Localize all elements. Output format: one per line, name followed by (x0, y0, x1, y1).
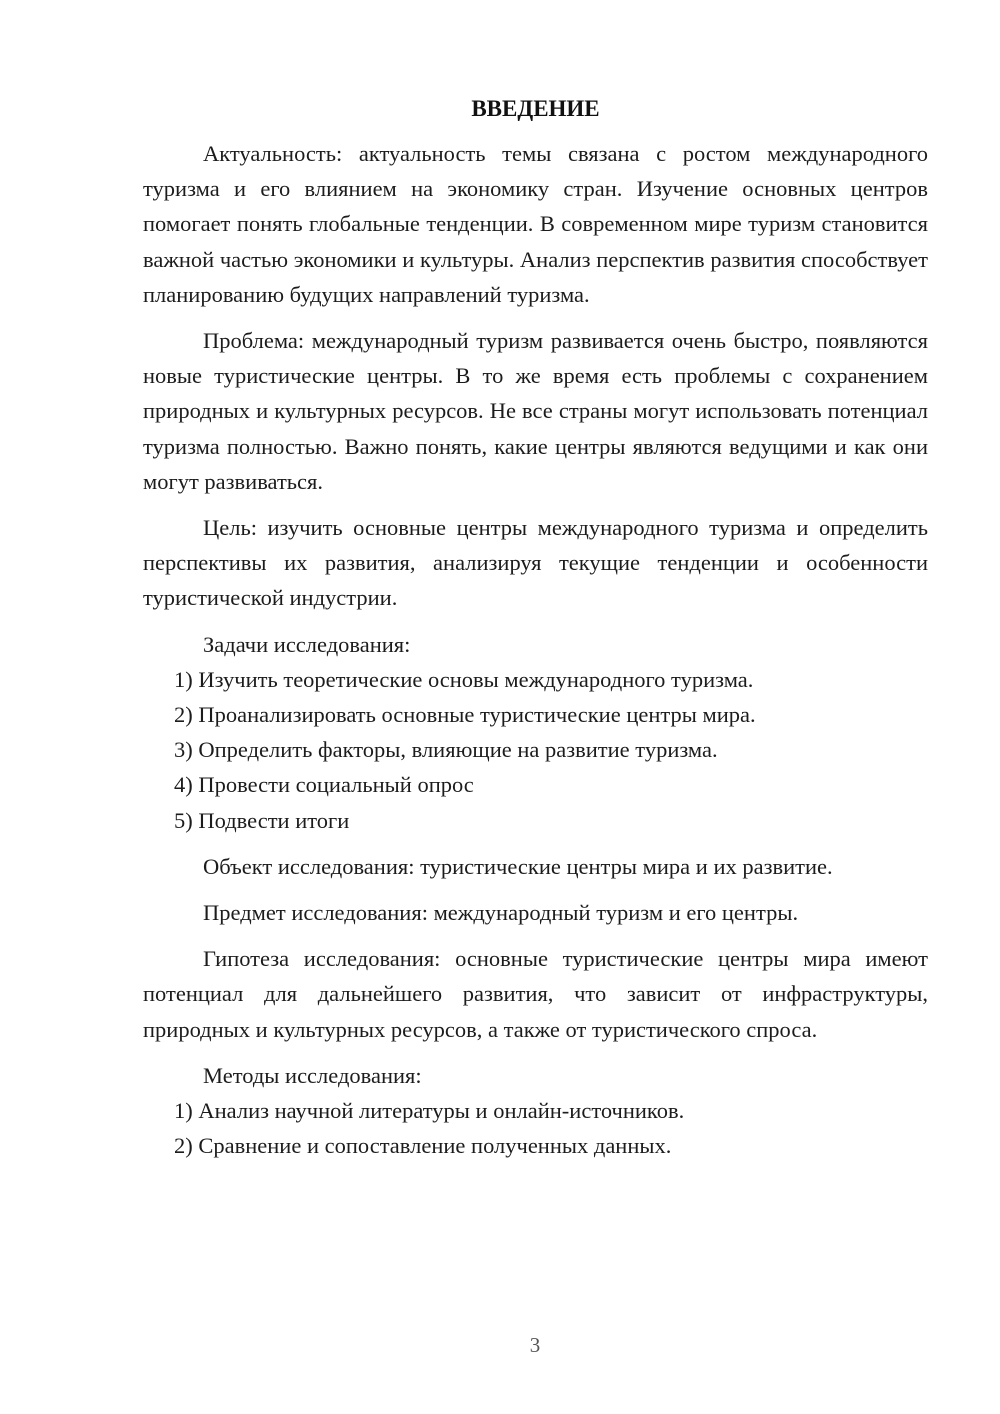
page-content (143, 92, 928, 1163)
hypothesis-paragraph: Гипотеза исследования: основные туристические центры мира имеют потенциал для дальнейшего развития, что зависит от инфраструктуры, природных и культурных ресурсов, а также от туристического спроса. (143, 946, 928, 1042)
methods-list (143, 1093, 928, 1163)
tasks-heading: Задачи исследования: (203, 631, 411, 657)
methods-heading: Методы исследования: (203, 1062, 422, 1088)
task-item-5: 5) Подвести итоги (174, 807, 350, 833)
subject-paragraph: Предмет исследования: международный туризм и его центры. (203, 900, 799, 926)
page-number: 3 (529, 1333, 541, 1357)
section-heading: ВВЕДЕНИЕ (471, 96, 600, 121)
goal-paragraph: Цель: изучить основные центры международного туризма и определить перспективы их развития, анализируя текущие тенденции и особенности туристической индустрии. (143, 515, 928, 611)
task-item-3: 3) Определить факторы, влияющие на развитие туризма. (174, 737, 718, 763)
task-item-2: 2) Проанализировать основные туристические центры мира. (174, 702, 756, 728)
problem-paragraph: Проблема: международный туризм развивается очень быстро, появляются новые туристические центры. В то же время есть проблемы с сохранением природных и культурных ресурсов. Не все страны могут использовать потенциал туризма полностью. Важно понять, какие центры являются ведущими и как они могут развиваться. (143, 328, 928, 494)
task-item-1: 1) Изучить теоретические основы международного туризма. (174, 666, 754, 692)
method-item-1: 1) Анализ научной литературы и онлайн-источников. (174, 1098, 685, 1124)
tasks-list (143, 662, 928, 838)
task-item-4: 4) Провести социальный опрос (174, 772, 474, 798)
object-paragraph: Объект исследования: туристические центры мира и их развитие. (203, 853, 833, 879)
relevance-paragraph: Актуальность: актуальность темы связана с ростом международного туризма и его влиянием на экономику стран. Изучение основных центров помогает понять глобальные тенденции. В современном мире туризм становится важной частью экономики и культуры. Анализ перспектив развития способствует планированию будущих направлений туризма. (143, 141, 928, 307)
method-item-2: 2) Сравнение и сопоставление полученных данных. (174, 1133, 672, 1159)
